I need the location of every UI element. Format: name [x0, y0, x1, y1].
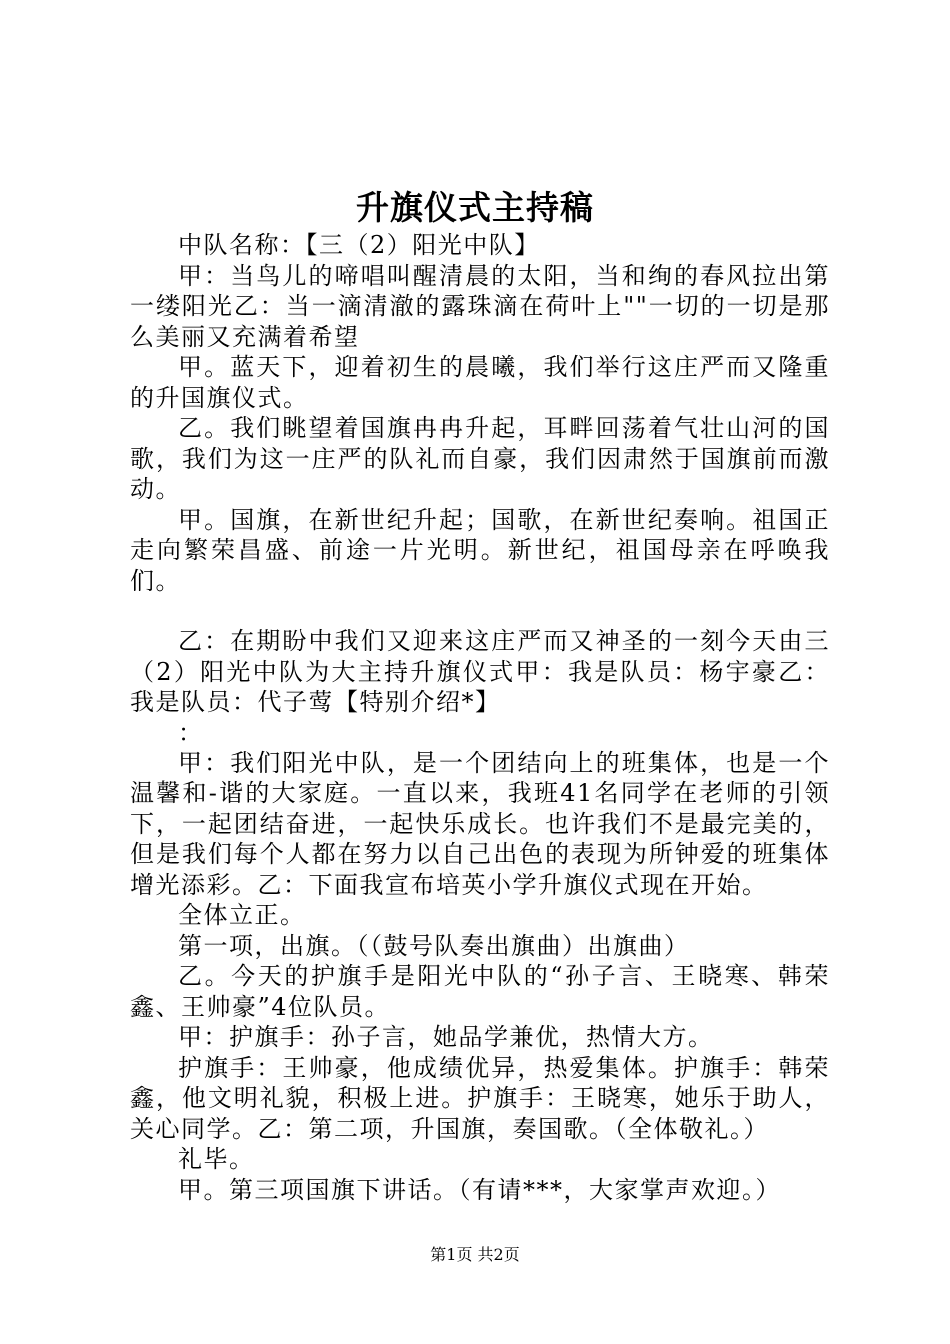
paragraph-opening: 甲：当鸟儿的啼唱叫醒清晨的太阳，当和绚的春风拉出第一缕阳光乙：当一滴清澈的露珠滴在荷叶上""一切的一切是那么美丽又充满着希望 [130, 261, 830, 351]
paragraph-blue-sky: 甲。蓝天下，迎着初生的晨曦，我们举行这庄严而又隆重的升国旗仪式。 [130, 353, 830, 412]
paragraph-squad-name: 中队名称：【三（2）阳光中队】 [178, 231, 540, 259]
paragraph-guards-rest: 护旗手：王帅豪，他成绩优异，热爱集体。护旗手：韩荣鑫，他文明礼貌，积极上进。护旗手：王晓寒，她乐于助人，关心同学。乙：第二项，升国旗，奏国歌。（全体敬礼。） [130, 1053, 830, 1143]
paragraph-squad-intro: 甲：我们阳光中队，是一个团结向上的班集体，也是一个温馨和-谐的大家庭。一直以来，我班41名同学在老师的引领下，一起团结奋进，一起快乐成长。也许我们不是最完美的，但是我们每个人都在努力以自己出色的表现为所钟爱的班集体增光添彩。乙：下面我宣布培英小学升旗仪式现在开始。 [130, 748, 830, 899]
paragraph-flag-rising: 乙。我们眺望着国旗冉冉升起，耳畔回荡着气壮山河的国歌，我们为这一庄严的队礼而自豪，我们因肃然于国旗前而激动。 [130, 414, 830, 503]
paragraph-guard-one: 甲：护旗手：孙子言，她品学兼优，热情大方。 [178, 1023, 714, 1051]
paragraph-item-three: 甲。第三项国旗下讲话。（有请***，大家掌声欢迎。） [178, 1175, 781, 1204]
paragraph-flag-guards: 乙。今天的护旗手是阳光中队的“孙子言、王晓寒、韩荣鑫、王帅豪”4位队员。 [130, 962, 830, 1021]
paragraph-new-century: 甲。国旗，在新世纪升起；国歌，在新世纪奏响。祖国正走向繁荣昌盛、前途一片光明。新世纪，祖国母亲在呼唤我们。 [130, 505, 830, 595]
paragraph-salute-end: 礼毕。 [178, 1145, 255, 1173]
paragraph-hosts: 乙：在期盼中我们又迎来这庄严而又神圣的一刻今天由三（2）阳光中队为大主持升旗仪式甲：我是队员：杨宇豪乙：我是队员：代子莺【特别介绍*】 [130, 627, 830, 716]
paragraph-colon: ： [178, 718, 204, 747]
page-footer: 第1页 共2页 [430, 1245, 520, 1264]
document-body [130, 230, 830, 1205]
paragraph-item-one: 第一项，出旗。（（鼓号队奏出旗曲）出旗曲） [178, 931, 690, 960]
document-title: 升旗仪式主持稿 [356, 188, 594, 227]
paragraph-attention: 全体立正。 [178, 901, 306, 929]
